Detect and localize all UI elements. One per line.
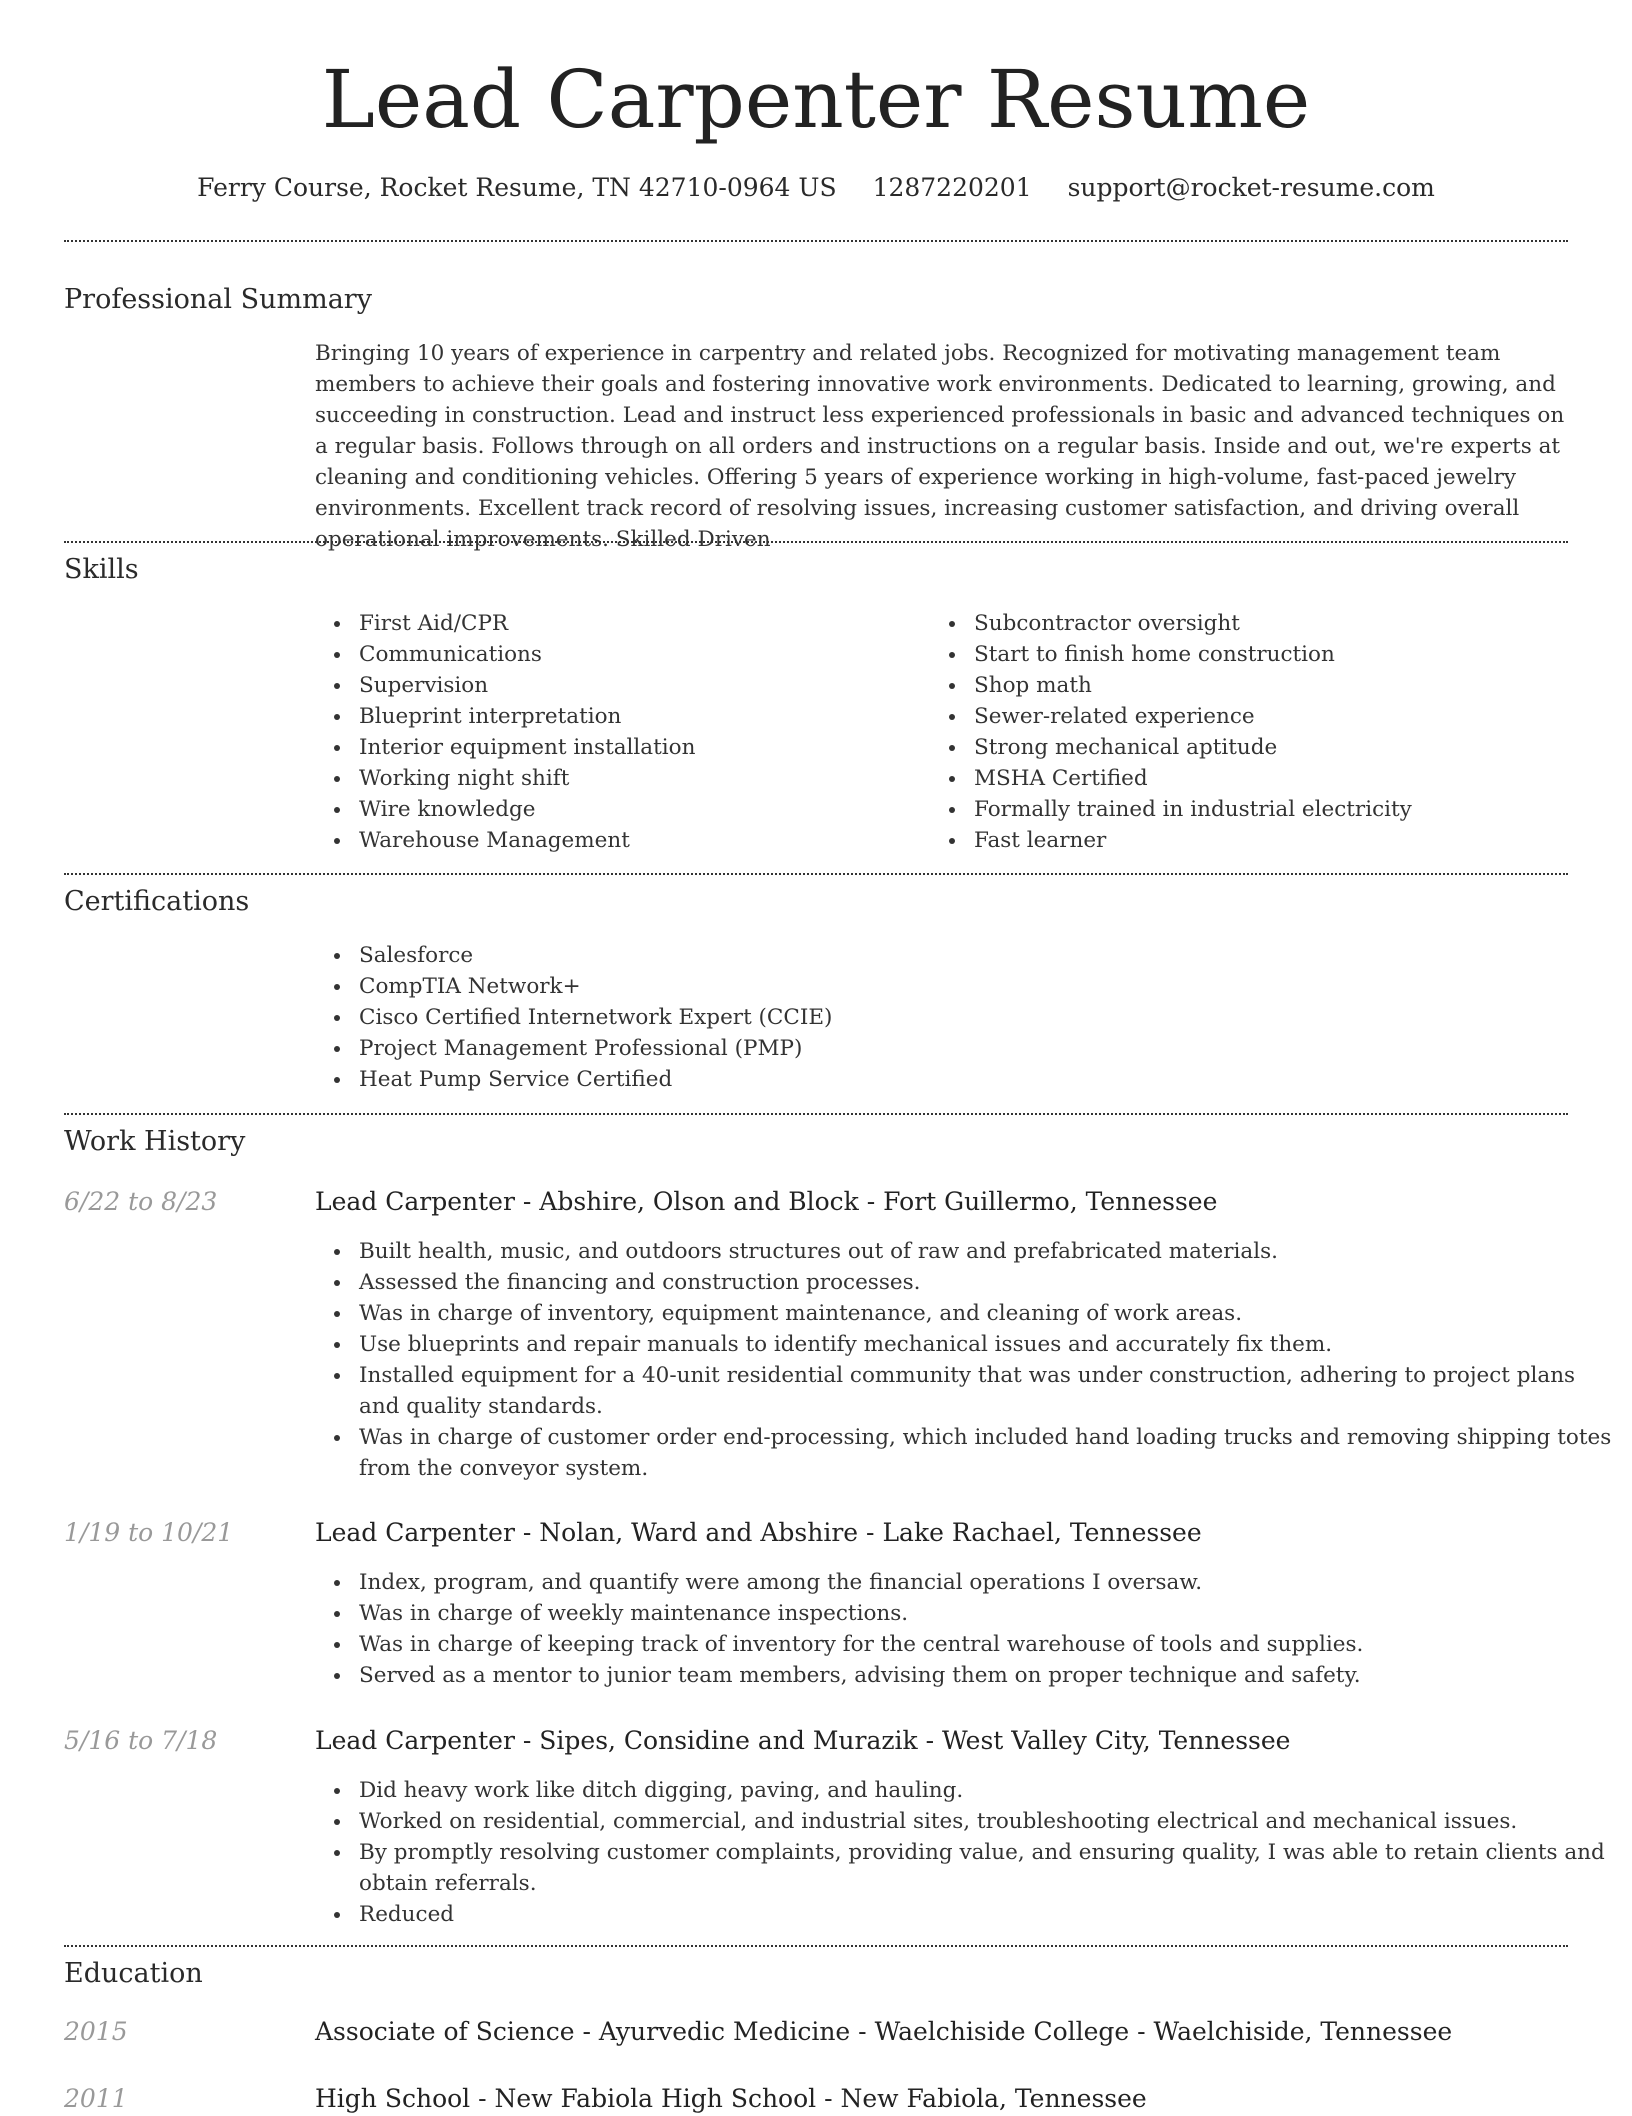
work-history-heading: Work History xyxy=(64,1126,246,1157)
skills-list-right xyxy=(930,608,1594,856)
summary-text: Bringing 10 years of experience in carpentry and related jobs. Recognized for motivating management team members to achieve their goals and fostering innovative work environments. Dedicated to learning, growing, and succeeding in construction. Lead and instruct less experienced professionals in basic and advanced techniques on a regular basis. Follows through on all orders and instructions on a regular basis. Inside and out, we're experts at cleaning and conditioning vehicles. Offering 5 years of experience working in high-volume, fast-paced jewelry environments. Excellent track record of resolving issues, increasing customer satisfaction, and driving overall operational improvements. Skilled Driven xyxy=(315,341,1565,552)
education-heading: Education xyxy=(64,1958,203,1989)
job-title: Lead Carpenter - Sipes, Considine and Murazik - West Valley City, Tennessee xyxy=(315,1726,1291,1755)
skill-item: Blueprint interpretation xyxy=(359,701,919,732)
certifications-heading: Certifications xyxy=(64,886,250,917)
education-title: High School - New Fabiola High School - New Fabiola, Tennessee xyxy=(315,2084,1147,2113)
section-divider xyxy=(64,240,1568,242)
job-title: Lead Carpenter - Abshire, Olson and Block - Fort Guillermo, Tennessee xyxy=(315,1187,1218,1216)
certification-item: Project Management Professional (PMP) xyxy=(359,1033,1559,1064)
section-divider xyxy=(64,541,1568,543)
job-duty-item: Served as a mentor to junior team members, advising them on proper technique and safety. xyxy=(359,1660,1612,1691)
skill-item: Supervision xyxy=(359,670,919,701)
certifications-list xyxy=(315,940,1559,1095)
job-duty-item: Did heavy work like ditch digging, paving, and hauling. xyxy=(359,1775,1612,1806)
skill-item: MSHA Certified xyxy=(974,763,1594,794)
job-duty-item: Was in charge of inventory, equipment maintenance, and cleaning of work areas. xyxy=(359,1298,1612,1329)
contact-email: support@rocket-resume.com xyxy=(1067,173,1435,202)
certification-item: Salesforce xyxy=(359,940,1559,971)
skills-heading: Skills xyxy=(64,554,139,585)
job-dates: 5/16 to 7/18 xyxy=(64,1726,218,1755)
job-duty-item: Was in charge of weekly maintenance inspections. xyxy=(359,1598,1612,1629)
skill-item: Strong mechanical aptitude xyxy=(974,732,1594,763)
skill-item: Communications xyxy=(359,639,919,670)
skill-item: Start to finish home construction xyxy=(974,639,1594,670)
resume-page xyxy=(64,0,1612,2113)
job-dates: 6/22 to 8/23 xyxy=(64,1187,218,1216)
skill-item: Shop math xyxy=(974,670,1594,701)
education-title: Associate of Science - Ayurvedic Medicine - Waelchiside College - Waelchiside, Tennessee xyxy=(315,2017,1453,2046)
job-duty-item: Worked on residential, commercial, and industrial sites, troubleshooting electrical and mechanical issues. xyxy=(359,1806,1612,1837)
job-duty-item: Reduced xyxy=(359,1899,1612,1930)
skill-item: Working night shift xyxy=(359,763,919,794)
job-duty-item: Was in charge of keeping track of inventory for the central warehouse of tools and supplies. xyxy=(359,1629,1612,1660)
contact-address: Ferry Course, Rocket Resume, TN 42710-0964 US xyxy=(197,173,837,202)
job-duty-item: Index, program, and quantify were among the financial operations I oversaw. xyxy=(359,1567,1612,1598)
skill-item: Sewer-related experience xyxy=(974,701,1594,732)
section-divider xyxy=(64,1113,1568,1115)
skill-item: Subcontractor oversight xyxy=(974,608,1594,639)
section-divider xyxy=(64,1945,1568,1947)
contact-phone: 1287220201 xyxy=(872,173,1032,202)
certification-item: Heat Pump Service Certified xyxy=(359,1064,1559,1095)
job-duties-list xyxy=(315,1775,1612,1930)
summary-heading: Professional Summary xyxy=(64,284,372,315)
education-year: 2015 xyxy=(64,2017,128,2046)
resume-title: Lead Carpenter Resume xyxy=(321,53,1311,146)
skill-item: Wire knowledge xyxy=(359,794,919,825)
section-divider xyxy=(64,873,1568,875)
job-duty-item: Built health, music, and outdoors structures out of raw and prefabricated materials. xyxy=(359,1236,1612,1267)
job-duty-item: By promptly resolving customer complaints, providing value, and ensuring quality, I was able to retain clients and obtain referrals. xyxy=(359,1837,1612,1899)
job-duty-item: Installed equipment for a 40-unit residential community that was under construction, adhering to project plans and quality standards. xyxy=(359,1360,1612,1422)
skill-item: Formally trained in industrial electricity xyxy=(974,794,1594,825)
skills-list-left xyxy=(315,608,919,856)
job-dates: 1/19 to 10/21 xyxy=(64,1518,234,1547)
job-title: Lead Carpenter - Nolan, Ward and Abshire - Lake Rachael, Tennessee xyxy=(315,1518,1202,1547)
job-duties-list xyxy=(315,1567,1612,1691)
skill-item: Warehouse Management xyxy=(359,825,919,856)
education-year: 2011 xyxy=(64,2084,128,2113)
certification-item: Cisco Certified Internetwork Expert (CCIE) xyxy=(359,1002,1559,1033)
job-duty-item: Use blueprints and repair manuals to identify mechanical issues and accurately fix them. xyxy=(359,1329,1612,1360)
job-duties-list xyxy=(315,1236,1612,1484)
skill-item: Interior equipment installation xyxy=(359,732,919,763)
skill-item: Fast learner xyxy=(974,825,1594,856)
skill-item: First Aid/CPR xyxy=(359,608,919,639)
job-duty-item: Was in charge of customer order end-processing, which included hand loading trucks and removing shipping totes from the conveyor system. xyxy=(359,1422,1612,1484)
job-duty-item: Assessed the financing and construction processes. xyxy=(359,1267,1612,1298)
certification-item: CompTIA Network+ xyxy=(359,971,1559,1002)
contact-line xyxy=(64,170,1568,206)
